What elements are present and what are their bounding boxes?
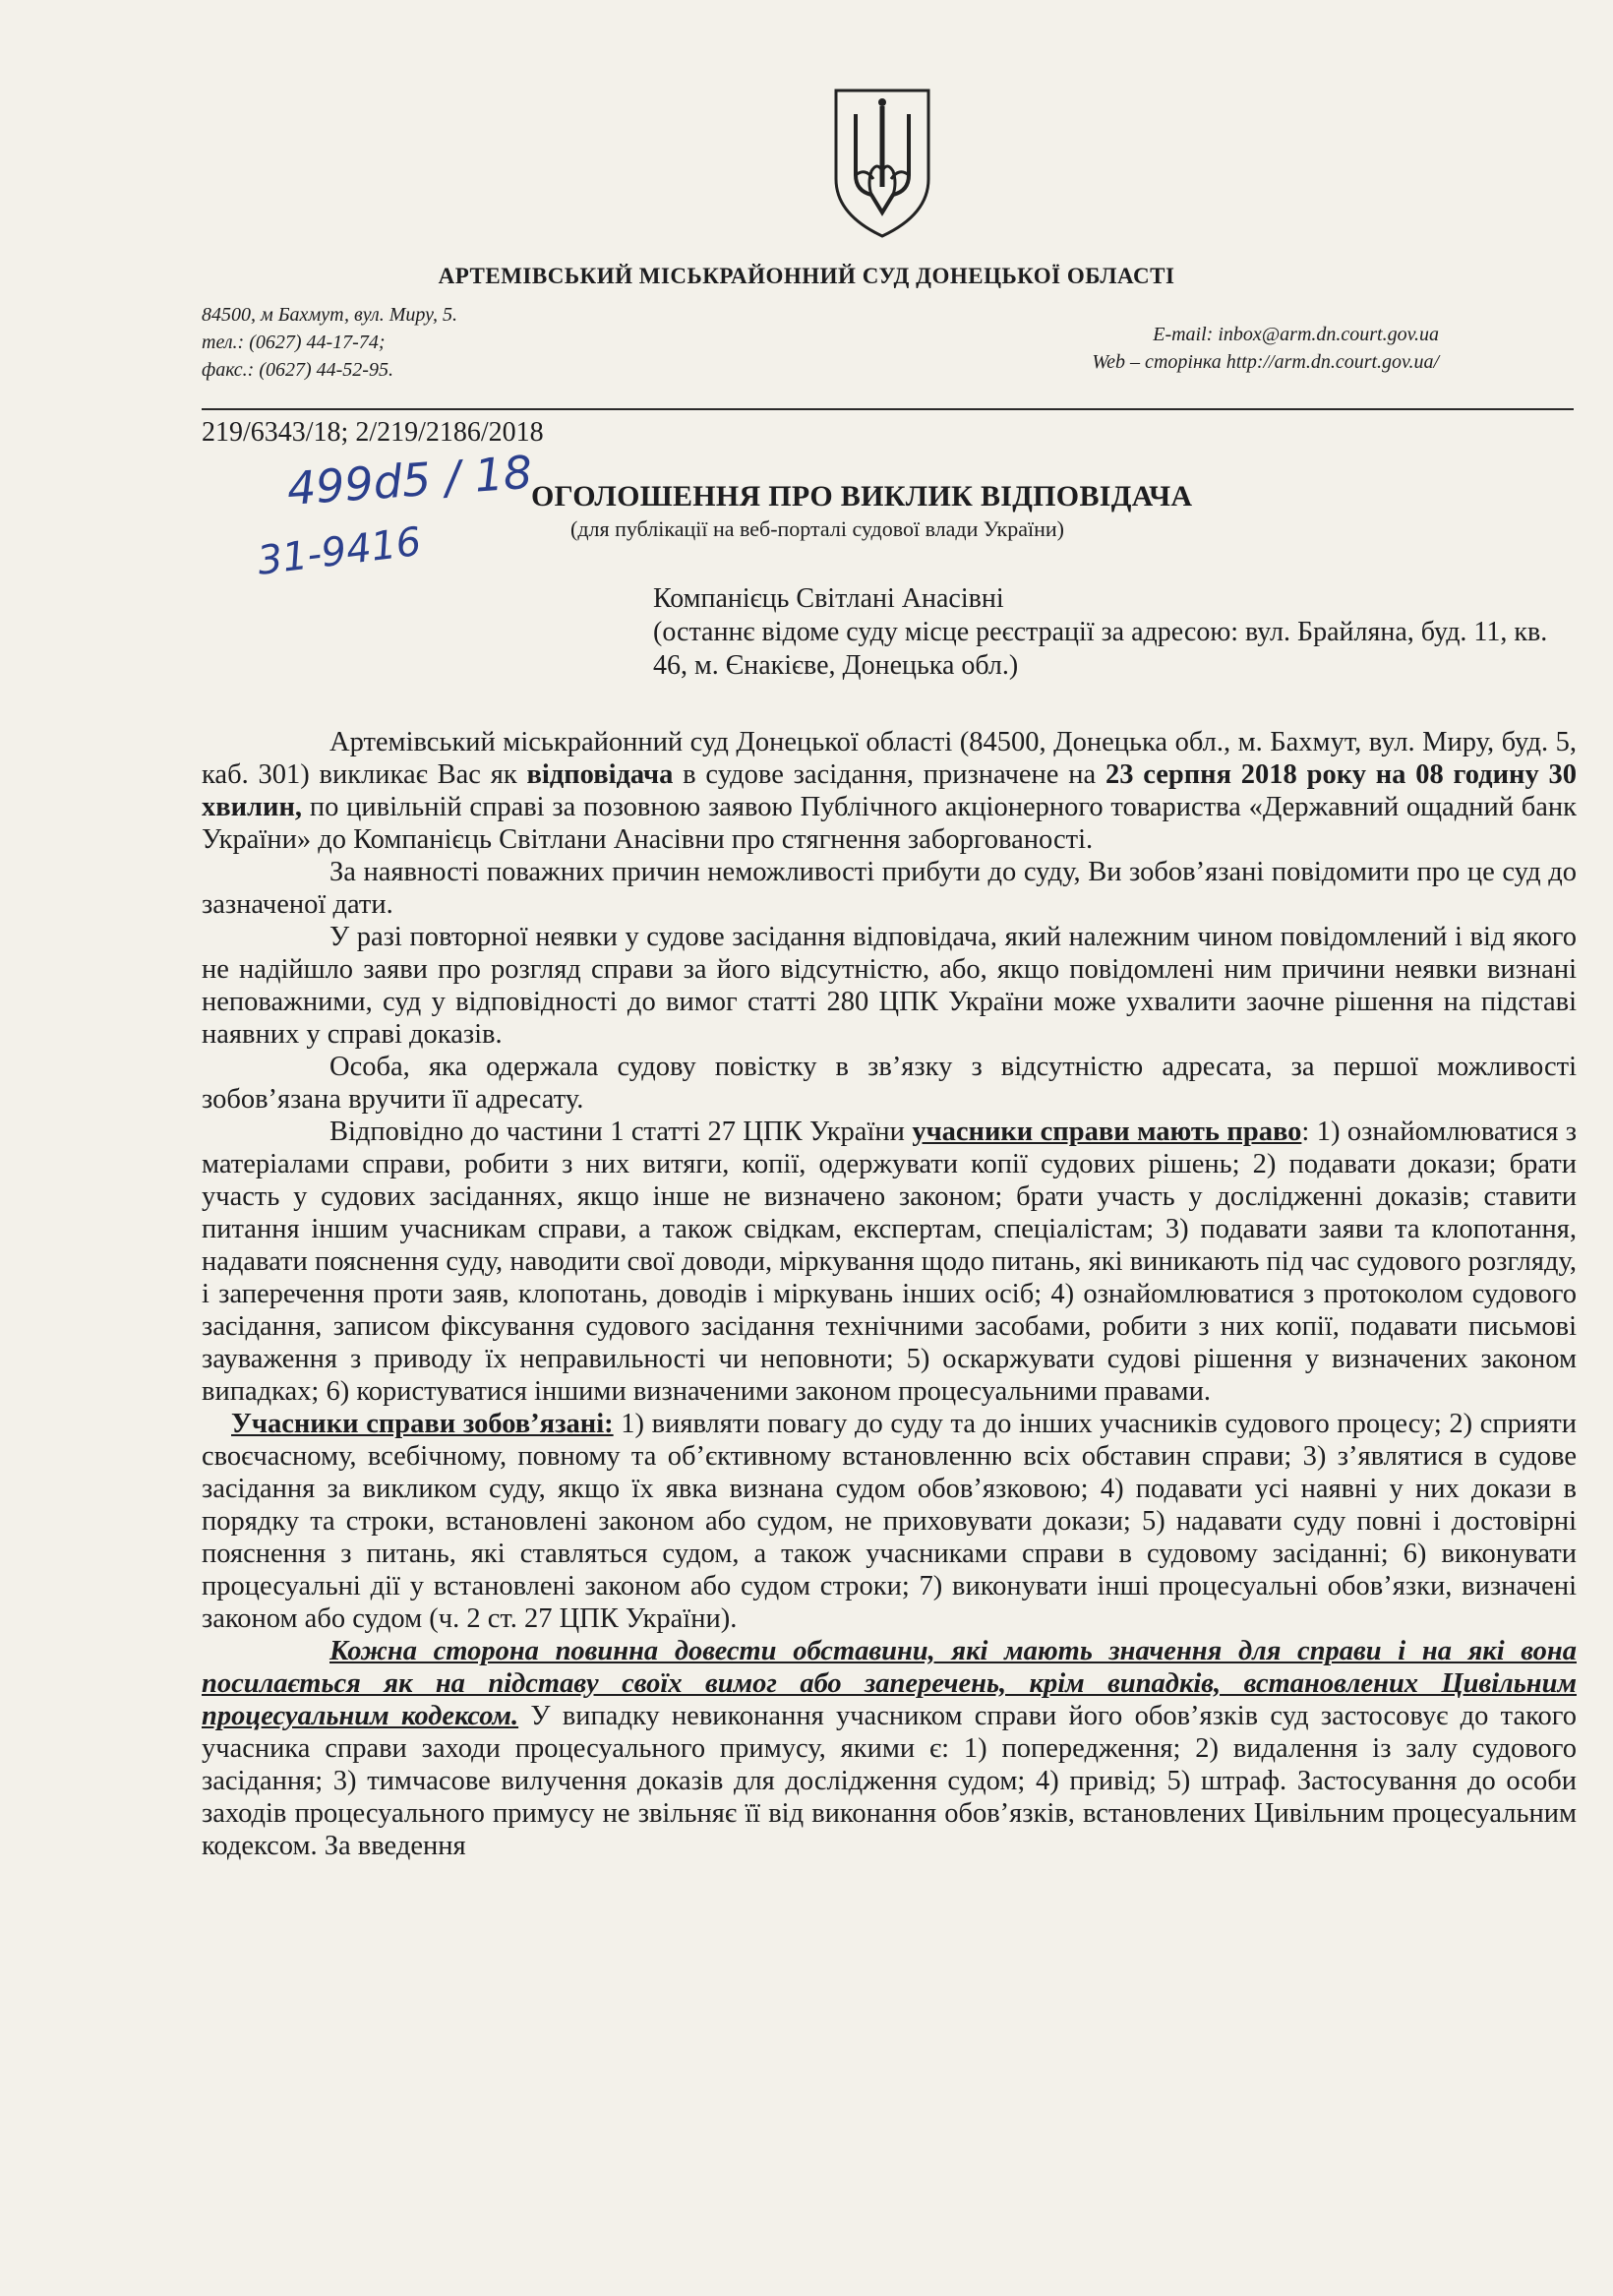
hearing-date: 23 серпня 2018 року на 08 годину 30 хвилин,: [202, 759, 1577, 822]
handwritten-note: 31-9416: [255, 518, 424, 584]
case-numbers: 219/6343/18; 2/219/2186/2018: [202, 417, 544, 448]
court-name: АРТЕМІВСЬКИЙ МІСЬКРАЙОННИЙ СУД ДОНЕЦЬКОЇ ОБЛАСТІ: [438, 264, 1175, 288]
document-title: ОГОЛОШЕННЯ ПРО ВИКЛИК ВІДПОВІДАЧА: [531, 480, 1193, 513]
paragraph-summons: Артемівський міськрайонний суд Донецької області (84500, Донецька обл., м. Бахмут, вул. Миру, буд. 5, каб. 301) викликає Вас як відповідача в судове засідання, призначене на 23 серпня 2018 року на 08 годину 30 хвилин, по цивільній справі за позовною заявою Публічного акціонерного товариства «Державний ощадний банк України» до Компанієць Світлани Анасівни про стягнення заборгованості.: [202, 727, 1577, 855]
court-address: 84500, м Бахмут, вул. Миру, 5.: [202, 304, 458, 326]
paragraph-obligations: Учасники справи зобов’язані: 1) виявляти повагу до суду та до інших учасників судового процесу; 2) сприяти своєчасному, всебічному, повному та об’єктивному встановленню всіх обставин справи; 3) з’являтися в судове засідання за викликом суду, якщо їх явка визнана судом обов’язковою; 4) подавати усі наявні у них докази в порядку та строки, встановлені законом або судом, не приховувати докази; 5) надавати суду повні і достовірні пояснення з питань, які ставляться судом, а також учасниками справи в судовому засіданні; 6) виконувати процесуальні дії у встановлені законом або судом строки; 7) виконувати інші процесуальні обов’язки, визначені законом або судом (ч. 2 ст. 27 ЦПК України).: [202, 1409, 1578, 1634]
court-fax: факс.: (0627) 44-52-95.: [202, 359, 393, 381]
handwritten-registration-number: 499d5 / 18: [285, 445, 534, 515]
paragraph-notify: За наявності поважних причин неможливості прибути до суду, Ви зобов’язані повідомити про це суд до зазначеної дати.: [202, 857, 1577, 920]
addressee-name: Компанієць Світлані Анасівні: [653, 583, 1004, 614]
addressee-address: (останнє відоме суду місце реєстрації за адресою: вул. Брайляна, буд. 11, кв. 46, м. Єнакієве, Донецька обл.): [653, 617, 1548, 681]
court-phone: тел.: (0627) 44-17-74;: [202, 332, 386, 353]
court-email: E-mail: inbox@arm.dn.court.gov.ua: [1153, 324, 1439, 345]
paragraph-evidence: Кожна сторона повинна довести обставини, які мають значення для справи і на які вона посилається як на підставу своїх вимог або заперечень, крім випадків, встановлених Цивільним процесуальним кодексом. У випадку невиконання учасником справи його обов’язків суд застосовує до такого учасника справи заходи процесуального примусу, якими є: 1) попередження; 2) видалення із залу судового засідання; 3) тимчасове вилучення доказів для дослідження судом; 4) привід; 5) штраф. Застосування до особи заходів процесуального примусу не звільняє її від виконання обов’язків, встановлених Цивільним процесуальним кодексом. За введення: [202, 1636, 1577, 1861]
trident-emblem-icon: [828, 85, 936, 240]
document-subtitle: (для публікації на веб-порталі судової влади України): [570, 516, 1064, 541]
paragraph-rights: Відповідно до частини 1 статті 27 ЦПК України учасники справи мають право: 1) ознайомлюватися з матеріалами справи, робити з них витяги, копії, одержувати копії судових рішень; 2) подавати докази; брати участь у судових засіданнях, якщо інше не визначено законом; брати участь у дослідженні доказів; ставити питання іншим учасникам справи, а також свідкам, експертам, спеціалістам; 3) подавати заяви та клопотання, надавати пояснення суду, наводити свої доводи, міркування щодо питань, які виникають під час судового розгляду, і заперечення проти заяв, клопотань, доводів і міркувань інших осіб; 4) ознайомлюватися з протоколом судового засідання, записом фіксування судового засідання технічними засобами, робити з них копії, подавати письмові зауваження з приводу їх неправильності чи неповноти; 5) оскаржувати судові рішення у визначених законом випадках; 6) користуватися іншими визначеними законом процесуальними правами.: [202, 1117, 1577, 1407]
paragraph-delivery: Особа, яка одержала судову повістку в зв’язку з відсутністю адресата, за першої можливості зобов’язана вручити її адресату.: [202, 1052, 1577, 1115]
addressee-block: [653, 582, 1578, 683]
court-website: Web – сторінка http://arm.dn.court.gov.ua/: [1092, 351, 1439, 373]
header-divider: [202, 408, 1574, 410]
paragraph-absence: У разі повторної неявки у судове засідання відповідача, який належним чином повідомлений і від якого не надійшло заяви про розгляд справи за його відсутністю, або, якщо повідомлені ним причини неявки визнані неповажними, суд у відповідності до вимог статті 280 ЦПК України може ухвалити заочне рішення на підставі наявних у справі доказів.: [202, 922, 1577, 1050]
notice-body: [202, 726, 1577, 1862]
contact-block-left: [202, 301, 457, 384]
contact-block-right: [1092, 321, 1439, 376]
